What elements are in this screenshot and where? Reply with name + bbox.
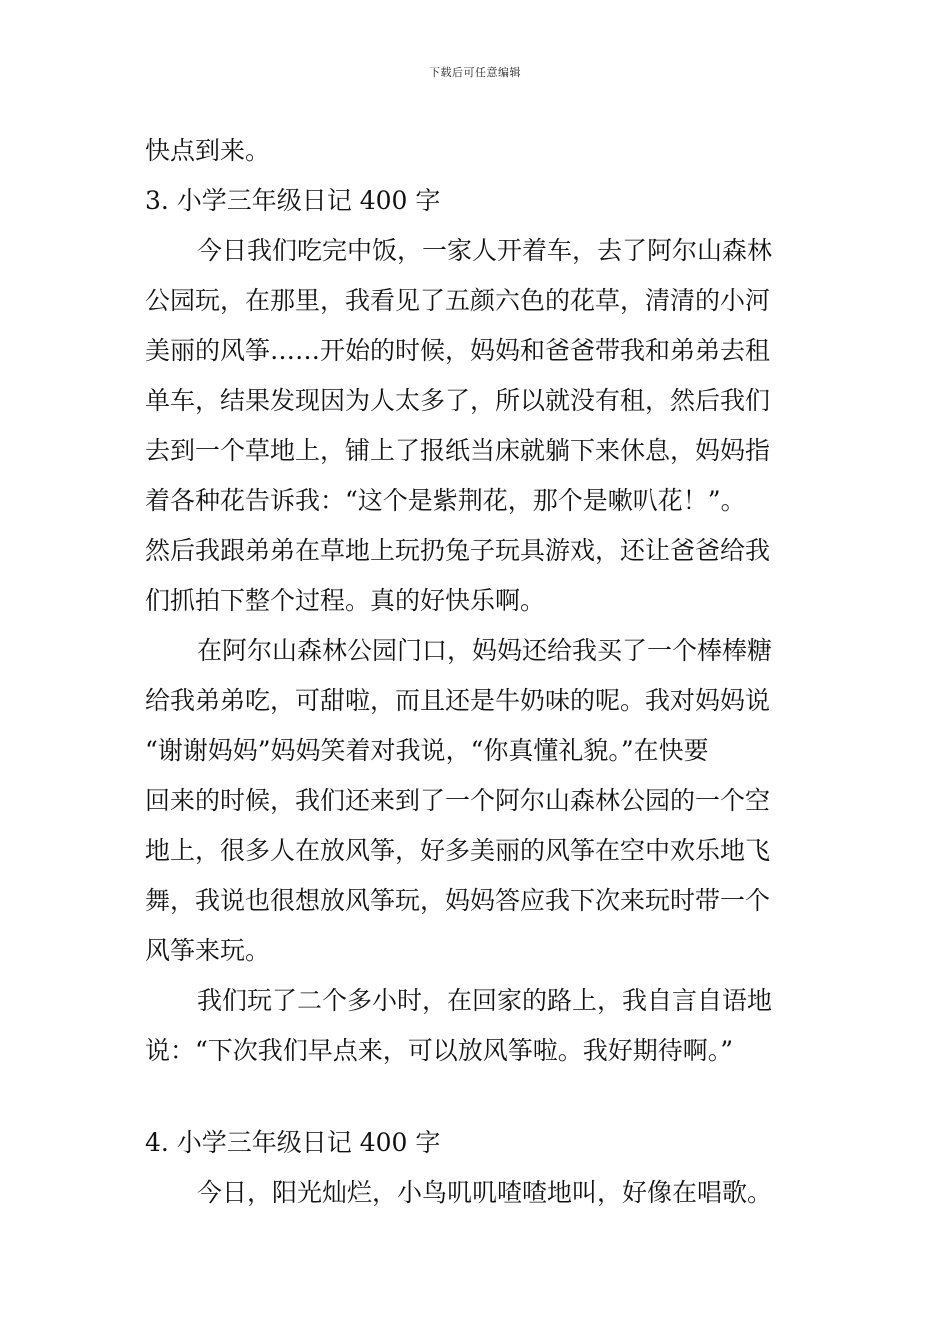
section-spacer [145, 1076, 810, 1118]
section-3-title: 3. 小学三年级日记 400 字 [145, 186, 441, 215]
paragraph-line: 公园玩，在那里，我看见了五颜六色的花草，清清的小河 [145, 286, 771, 315]
paragraph-line: 给我弟弟吃，可甜啦，而且还是牛奶味的呢。我对妈妈说 [145, 686, 771, 715]
section-3-paragraph-3 [145, 976, 810, 1076]
paragraph-line: 们抓拍下整个过程。真的好快乐啊。 [145, 586, 546, 615]
paragraph-line: 然后我跟弟弟在草地上玩扔兔子玩具游戏，还让爸爸给我 [145, 536, 771, 565]
paragraph-line: 着各种花告诉我：“这个是紫荆花，那个是嗽叭花！”。 [145, 486, 746, 515]
page-header: 下载后可任意编辑 [429, 66, 521, 79]
section-3-paragraph-1 [145, 226, 810, 626]
paragraph-line: 今日我们吃完中饭，一家人开着车，去了阿尔山森林 [197, 236, 773, 265]
section-3-paragraph-2 [145, 626, 810, 976]
paragraph-line: 地上，很多人在放风筝，好多美丽的风筝在空中欢乐地飞 [145, 836, 771, 865]
paragraph-line: 回来的时候，我们还来到了一个阿尔山森林公园的一个空 [145, 786, 771, 815]
section-4-paragraph-1 [145, 1168, 810, 1218]
paragraph-line: 去到一个草地上，铺上了报纸当床就躺下来休息，妈妈指 [145, 436, 771, 465]
paragraph-line: 舞，我说也很想放风筝玩，妈妈答应我下次来玩时带一个 [145, 886, 771, 915]
section-4-title: 4. 小学三年级日记 400 字 [145, 1128, 441, 1157]
paragraph-line: “谢谢妈妈”妈妈笑着对我说，“你真懂礼貌。”在快要 [145, 736, 709, 765]
paragraph-line: 说：“下次我们早点来，可以放风筝啦。我好期待啊。” [145, 1036, 734, 1065]
paragraph-line: 美丽的风筝……开始的时候，妈妈和爸爸带我和弟弟去租 [145, 336, 771, 365]
document-body [145, 126, 810, 1218]
paragraph-line: 今日，阳光灿烂，小鸟叽叽喳喳地叫，好像在唱歌。 [197, 1178, 773, 1207]
paragraph-line: 我们玩了二个多小时，在回家的路上，我自言自语地 [197, 986, 773, 1015]
paragraph-line: 在阿尔山森林公园门口，妈妈还给我买了一个棒棒糖 [197, 636, 773, 665]
intro-tail: 快点到来。 [145, 136, 271, 165]
paragraph-line: 单车，结果发现因为人太多了，所以就没有租，然后我们 [145, 386, 771, 415]
paragraph-line: 风筝来玩。 [145, 936, 271, 965]
